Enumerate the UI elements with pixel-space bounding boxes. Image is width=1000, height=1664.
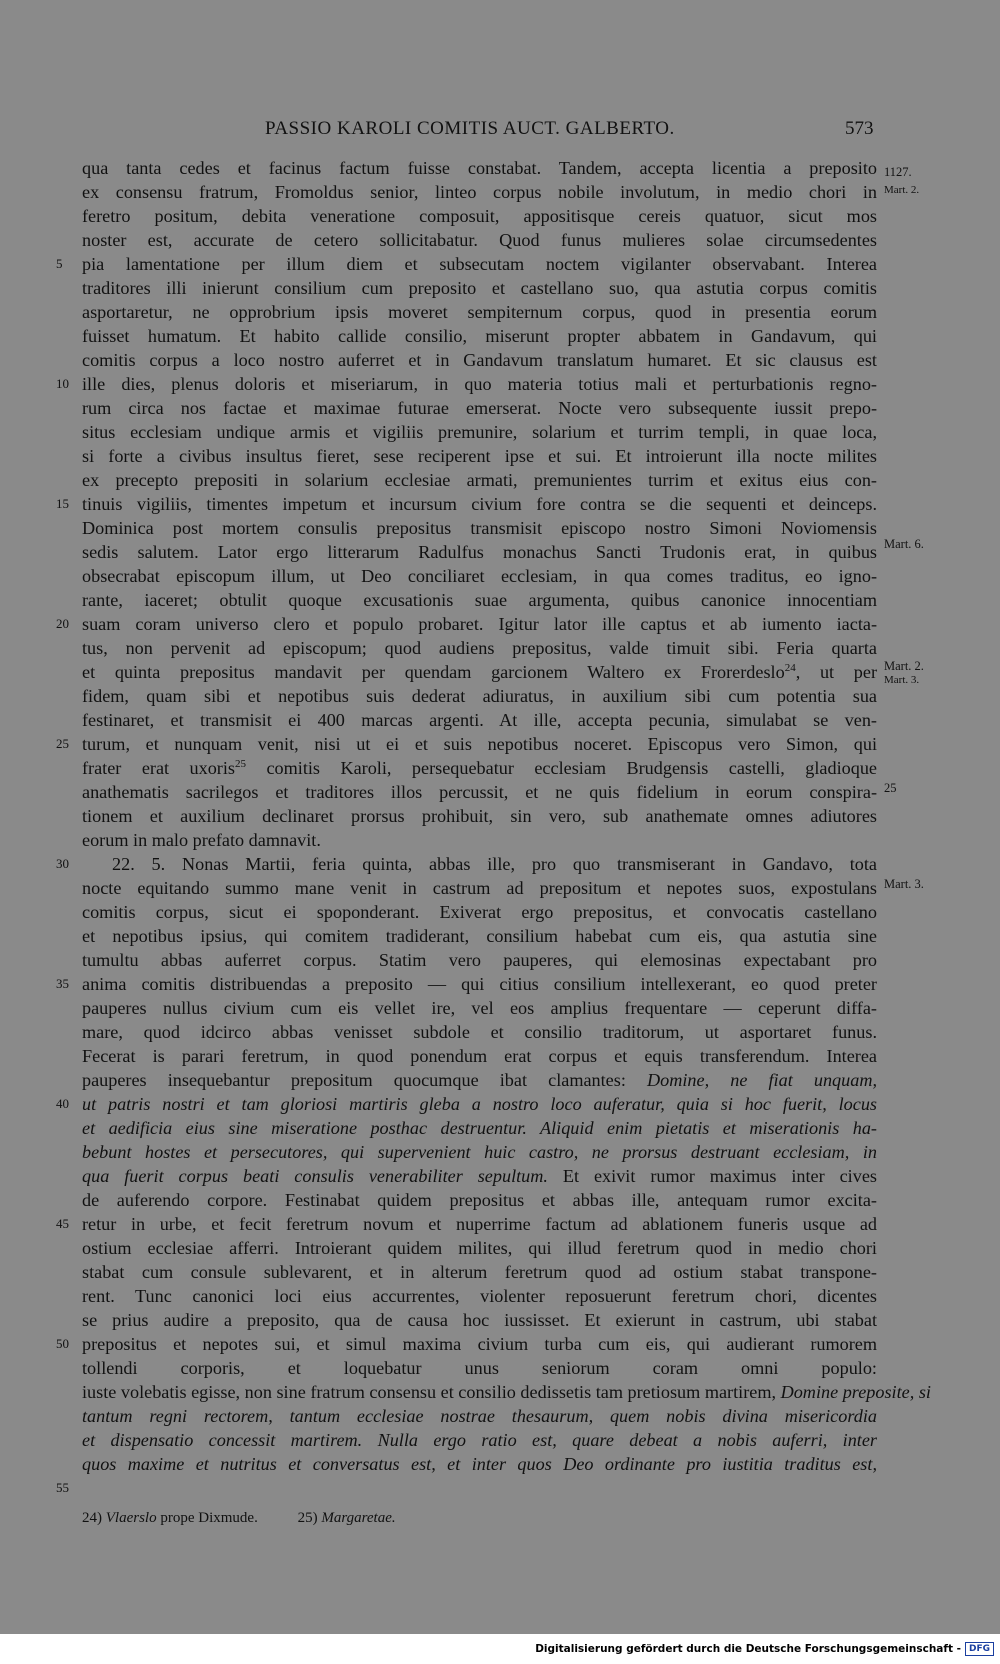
text-line: feretro positum, debita veneratione composuit, appositisque cereis quatuor, sicut mos	[82, 206, 877, 226]
text-line	[82, 1068, 877, 1092]
line-text: pauperes insequebantur prepositum quocumque ibat clamantes:	[82, 1070, 626, 1090]
text-line: fidem, quam sibi et nepotibus suis dederat adiuratus, in auxilium sibi cum potentia sua	[82, 686, 877, 706]
text-line: tantum regni rectorem, tantum ecclesiae nostrae thesaurum, quem nobis divina misericordia	[82, 1406, 877, 1426]
footnote-text: Vlaerslo	[105, 1510, 157, 1526]
text-line: 22. 5. Nonas Martii, feria quinta, abbas ille, pro quo transmiserant in Gandavo, tota	[112, 854, 877, 874]
text-line: tionem et auxilium declinaret prorsus prohibuit, sin vero, sub anathemate omnes adiutores	[82, 806, 877, 826]
text-line: et nepotibus ipsius, qui comitem tradiderant, consilium habebat cum eis, qua astutia sine	[82, 926, 877, 946]
line-number: 5	[56, 256, 63, 271]
page-header	[0, 118, 1000, 148]
text-line: si forte a civibus insultus fieret, sese reciperent ipse et sui. Et introierunt illa nocte milites	[82, 446, 877, 466]
text-line: turum, et nunquam venit, nisi ut ei et suis nepotibus noceret. Episcopus vero Simon, qui	[82, 734, 877, 754]
margin-date: Mart. 3.	[884, 674, 920, 686]
footnote-24	[82, 1510, 258, 1526]
text-line: comitis corpus a loco nostro auferret et in Gandavum translatum humaret. Et sic clausus est	[82, 350, 877, 370]
text-line: sedis salutem. Lator ergo litterarum Radulfus monachus Sancti Trudonis erat, in quibus	[82, 542, 877, 562]
text-line: retur in urbe, et fecit feretrum novum et nuperrime factum ad ablationem funeris usque ad	[82, 1214, 877, 1234]
text-line: stabat cum consule sublevarent, et in alterum feretrum quod ad ostium stabat transpone-	[82, 1262, 877, 1282]
text-line: rent. Tunc canonici loci eius accurrentes, violenter reposuerunt feretrum chori, dicentes	[82, 1286, 877, 1306]
text-line	[82, 1164, 877, 1188]
text-line	[82, 660, 877, 684]
italic-text: Domine, ne fiat unquam,	[647, 1070, 878, 1090]
text-line: tus, non pervenit ad episcopum; quod audiens prepositus, valde timuit sibi. Feria quarta	[82, 638, 877, 658]
text-line: festinaret, et transmisit ei 400 marcas argenti. At ille, accepta pecunia, simulabat se ven-	[82, 710, 877, 730]
footnotes	[82, 1510, 432, 1527]
line-text: comitis Karoli, persequebatur ecclesiam Brudgensis castelli, gladioque	[246, 758, 878, 778]
line-number: 35	[56, 976, 69, 991]
text-line: ille dies, plenus doloris et miseriarum, in quo materia totius mali et perturbationis regno-	[82, 374, 877, 394]
text-line: et aedificia eius sine miseratione posthac destruentur. Aliquid enim pietatis et miserationis ha-	[82, 1118, 877, 1138]
text-line: de auferendo corpore. Festinabat quidem prepositus et abbas ille, antequam rumor excita-	[82, 1190, 877, 1210]
text-line: se prius audire a preposito, qua de causa hoc iussisset. Et exierunt in castrum, ubi stabat	[82, 1310, 877, 1330]
text-line: eorum in malo prefato damnavit.	[82, 830, 321, 850]
text-line: Fecerat is parari feretrum, in quod ponendum erat corpus et equis transferendum. Interea	[82, 1046, 877, 1066]
text-line: tumultu abbas auferret corpus. Statim vero pauperes, qui elemosinas expectabant pro	[82, 950, 877, 970]
margin-date: Mart. 2.	[884, 184, 920, 196]
text-line: situs ecclesiam undique armis et vigiliis premunire, solarium et turrim templi, in quae loca,	[82, 422, 877, 442]
footnote-number: 24)	[82, 1510, 102, 1526]
text-line: noster est, accurate de cetero sollicitabatur. Quod funus mulieres solae circumsedentes	[82, 230, 877, 250]
footnote-ref: 25	[235, 757, 246, 770]
text-line: quos maxime et nutritus et conversatus est, et inter quos Deo ordinante pro iustitia traditus est,	[82, 1454, 877, 1474]
margin-date: 1127.	[884, 165, 912, 179]
footnote-number: 25)	[297, 1510, 318, 1526]
italic-text: Domine preposite, si	[780, 1382, 931, 1402]
text-line: rum circa nos factae et maximae futurae emerserat. Nocte vero subsequente iussit prepo-	[82, 398, 877, 418]
text-line: ex precepto prepositi in solarium ecclesiae armati, premunientes turrim et exitus eius con-	[82, 470, 877, 490]
line-number: 20	[56, 616, 69, 631]
text-line: anathematis sacrilegos et traditores illos percussit, et ne quis fidelium in eorum conspira-	[82, 782, 877, 802]
line-number: 30	[56, 856, 69, 871]
digitization-credit	[535, 1642, 994, 1656]
italic-text: qua fuerit corpus beati consulis venerabiliter sepultum.	[82, 1166, 548, 1186]
text-line: qua tanta cedes et facinus factum fuisse constabat. Tandem, accepta licentia a preposito	[82, 158, 877, 178]
text-line: nocte equitando summo mane venit in castrum ad prepositum et nepotes suos, expostulans	[82, 878, 877, 898]
text-line: ostium ecclesiae afferri. Introierant quidem milites, qui illud feretrum quod in medio chori	[82, 1238, 877, 1258]
margin-date: Mart. 3.	[884, 877, 924, 891]
margin-date: Mart. 6.	[884, 537, 924, 551]
line-number: 15	[56, 496, 69, 511]
text-line: prepositus et nepotes sui, et simul maxima civium turba cum eis, qui audierant rumorem	[82, 1334, 877, 1354]
credit-text: Digitalisierung gefördert durch die Deutsche Forschungsgemeinschaft -	[535, 1643, 961, 1655]
text-line: traditores illi inierunt consilium cum preposito et castellano suo, qua astutia corpus comitis	[82, 278, 877, 298]
text-line	[82, 1380, 931, 1404]
running-title: PASSIO KAROLI COMITIS AUCT. GALBERTO.	[265, 118, 675, 139]
footnote-text: Margaretae.	[321, 1510, 396, 1526]
line-number: 45	[56, 1216, 69, 1231]
margin-line-number: 25	[884, 781, 897, 795]
line-text: frater erat uxoris	[82, 758, 235, 778]
line-number: 40	[56, 1096, 69, 1111]
line-text: Et exivit rumor maximus inter cives	[547, 1166, 877, 1186]
text-line	[82, 756, 877, 780]
text-line: et dispensatio concessit martirem. Nulla ergo ratio est, quare debeat a nobis auferri, inter	[82, 1430, 877, 1450]
text-line: comitis corpus, sicut ei spoponderant. Exiverat ergo prepositus, et convocatis castellano	[82, 902, 877, 922]
line-text: et quinta prepositus mandavit per quendam garcionem Waltero ex Frorerdeslo	[82, 662, 785, 682]
text-line: pia lamentatione per illum diem et subsecutam noctem vigilanter observabant. Interea	[82, 254, 877, 274]
text-line: anima comitis distribuendas a preposito — qui citius consilium intellexerant, eo quod preter	[82, 974, 877, 994]
text-line: asportaretur, ne opprobrium ipsis moveret sempiternum corpus, quod in presentia eorum	[82, 302, 877, 322]
page-number: 573	[845, 118, 874, 139]
text-line: mare, quod idcirco abbas venisset subdole et consilio traditorum, ut asportaret funus.	[82, 1022, 877, 1042]
margin-date: Mart. 2.	[884, 659, 924, 673]
text-line: tollendi corporis, et loquebatur unus seniorum coram omni populo:	[82, 1358, 877, 1378]
dfg-logo: DFG	[965, 1642, 994, 1656]
text-line: fuisset humatum. Et habito callide consilio, miserunt propter abbatem in Gandavum, qui	[82, 326, 877, 346]
line-number: 55	[56, 1480, 69, 1495]
line-number: 25	[56, 736, 69, 751]
line-number: 50	[56, 1336, 69, 1351]
text-line: suam coram universo clero et populo probaret. Igitur lator ille captus et ab iumento iacta-	[82, 614, 877, 634]
text-line: ut patris nostri et tam gloriosi martiris gleba a nostro loco auferatur, quia si hoc fuerit, locus	[82, 1094, 877, 1114]
text-line: Dominica post mortem consulis prepositus transmisit episcopo nostro Simoni Noviomensis	[82, 518, 877, 538]
line-number: 10	[56, 376, 69, 391]
text-line: obsecrabat episcopum illum, ut Deo conciliaret ecclesiam, in qua comes traditus, eo igno-	[82, 566, 877, 586]
line-text: iuste volebatis egisse, non sine fratrum consensu et consilio dedissetis tam pretiosum martirem,	[82, 1382, 777, 1402]
line-text: , ut per	[795, 662, 878, 682]
footnote-25	[298, 1510, 396, 1526]
footnote-text: prope Dixmude.	[160, 1510, 258, 1526]
text-line: rante, iaceret; obtulit quoque excusationis suae argumenta, quibus canonice innocentiam	[82, 590, 877, 610]
text-line: ex consensu fratrum, Fromoldus senior, linteo corpus nobile involutum, in medio chori in	[82, 182, 877, 202]
footnote-ref: 24	[784, 661, 796, 674]
text-line: tinuis vigiliis, timentes impetum et incursum civium fore contra se die sequenti et deinceps.	[82, 494, 877, 514]
text-line: pauperes nullus civium cum eis vellet ire, vel eos amplius frequentare — ceperunt diffa-	[82, 998, 877, 1018]
text-line: bebunt hostes et persecutores, qui supervenient huic castro, ne prorsus destruant ecclesiam, in	[82, 1142, 877, 1162]
